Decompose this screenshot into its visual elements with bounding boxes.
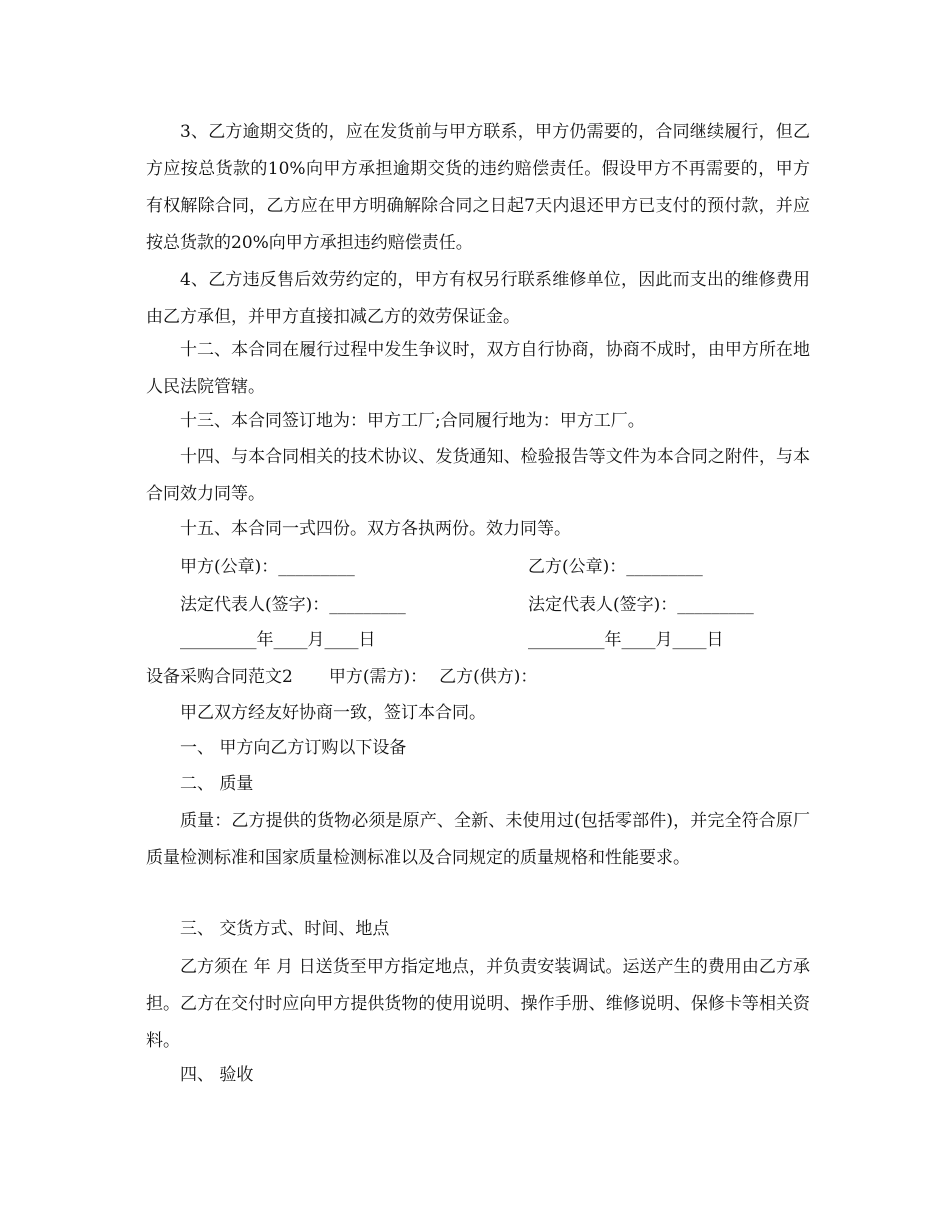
clause-3-paragraph: 3、乙方逾期交货的，应在发货前与甲方联系，甲方仍需要的，合同继续履行，但乙方应按总货款的10%向甲方承担逾期交货的违约赔偿责任。假设甲方不再需要的，甲方有权解除合同，乙方应在甲方明确解除合同之日起7天内退还甲方已支付的预付款，并应按总货款的20%向甲方承担违约赔偿责任。 bbox=[146, 122, 810, 253]
section-3-text: 乙方须在 年 月 日送货至甲方指定地点，并负责安装调试。运送产生的费用由乙方承担。乙方在交付时应向甲方提供货物的使用说明、操作手册、维修说明、保修卡等相关资料。 bbox=[146, 957, 810, 1051]
party-b-seal-line: 乙方(公章)：_________ bbox=[528, 557, 703, 577]
party-b-representative-line: 法定代表人(签字)：_________ bbox=[528, 595, 754, 615]
party-b-date-line: _________年____月____日 bbox=[528, 630, 724, 650]
party-a-label: 甲方(需方)： bbox=[328, 667, 428, 687]
party-a-representative-line: 法定代表人(签字)：_________ bbox=[180, 595, 406, 615]
party-a-date-line: _________年____月____日 bbox=[180, 630, 376, 650]
clause-4-paragraph: 4、乙方违反售后效劳约定的，甲方有权另行联系维修单位，因此而支出的维修费用由乙方承但，并甲方直接扣减乙方的效劳保证金。 bbox=[146, 270, 810, 327]
section-2-text: 质量：乙方提供的货物必须是原产、全新、未使用过(包括零部件)，并完全符合原厂质量检测标准和国家质量检测标准以及合同规定的质量规格和性能要求。 bbox=[146, 811, 810, 868]
clause-12-paragraph: 十二、本合同在履行过程中发生争议时，双方自行协商，协商不成时，由甲方所在地人民法院管辖。 bbox=[146, 340, 810, 397]
section-4-heading: 四、 验收 bbox=[180, 1065, 254, 1085]
second-contract-title: 设备采购合同范文2 bbox=[146, 667, 293, 687]
second-contract-intro: 甲乙双方经友好协商一致，签订本合同。 bbox=[180, 703, 486, 723]
party-b-label: 乙方(供方)： bbox=[439, 667, 538, 687]
clause-15-paragraph: 十五、本合同一式四份。双方各执两份。效力同等。 bbox=[180, 519, 571, 539]
section-1-heading: 一、 甲方向乙方订购以下设备 bbox=[180, 738, 407, 758]
clause-13-paragraph: 十三、本合同签订地为：甲方工厂;合同履行地为：甲方工厂。 bbox=[180, 411, 645, 431]
clause-14-paragraph: 十四、与本合同相关的技术协议、发货通知、检验报告等文件为本合同之附件，与本合同效力同等。 bbox=[146, 447, 810, 504]
party-a-seal-line: 甲方(公章)：_________ bbox=[180, 557, 355, 577]
second-contract-title-line bbox=[146, 659, 537, 696]
section-3-heading: 三、 交货方式、时间、地点 bbox=[180, 919, 390, 939]
section-2-heading: 二、 质量 bbox=[180, 774, 254, 794]
